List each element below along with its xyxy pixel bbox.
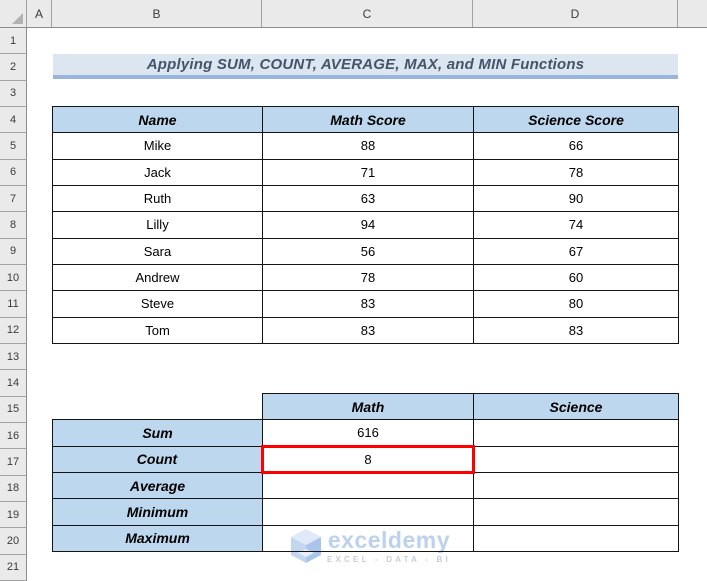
scores-cell[interactable]: 71 — [263, 159, 474, 185]
select-all-triangle-icon — [12, 13, 23, 24]
summary-header-science[interactable]: Science — [474, 394, 679, 420]
scores-cell[interactable]: 78 — [263, 264, 474, 290]
summary-row-minimum — [53, 499, 679, 525]
scores-row-lilly — [53, 212, 679, 238]
row-header-3[interactable]: 3 — [0, 81, 27, 107]
scores-cell[interactable]: 80 — [474, 291, 679, 317]
scores-cell[interactable]: 90 — [474, 185, 679, 211]
scores-cell[interactable]: 66 — [474, 133, 679, 159]
summary-header-math[interactable]: Math — [263, 394, 474, 420]
watermark-tagline-text: EXCEL - DATA - BI — [327, 555, 451, 564]
scores-cell[interactable]: 94 — [263, 212, 474, 238]
row-header-14[interactable]: 14 — [0, 370, 27, 396]
scores-cell[interactable]: Mike — [53, 133, 263, 159]
scores-cell[interactable]: 63 — [263, 185, 474, 211]
row-header-6[interactable]: 6 — [0, 160, 27, 186]
scores-cell[interactable]: 74 — [474, 212, 679, 238]
scores-header-row — [53, 107, 679, 133]
summary-cell-sum-science[interactable] — [474, 420, 679, 446]
row-header-10[interactable]: 10 — [0, 265, 27, 291]
scores-cell[interactable]: Jack — [53, 159, 263, 185]
scores-header-science[interactable]: Science Score — [474, 107, 679, 133]
scores-row-sara — [53, 238, 679, 264]
scores-cell[interactable]: 78 — [474, 159, 679, 185]
column-header-b[interactable]: B — [52, 0, 262, 27]
summary-cell-average-math[interactable] — [263, 472, 474, 498]
scores-cell[interactable]: Andrew — [53, 264, 263, 290]
scores-row-andrew — [53, 264, 679, 290]
summary-table — [52, 393, 679, 552]
row-header-21[interactable]: 21 — [0, 555, 27, 581]
column-header-e-partial[interactable] — [678, 0, 707, 27]
scores-cell[interactable]: 56 — [263, 238, 474, 264]
row-header-20[interactable]: 20 — [0, 528, 27, 554]
empty-cell-b15[interactable] — [53, 394, 263, 420]
column-header-c[interactable]: C — [262, 0, 473, 27]
scores-row-steve — [53, 291, 679, 317]
row-header-17[interactable]: 17 — [0, 449, 27, 475]
row-header-column — [0, 28, 27, 581]
row-header-8[interactable]: 8 — [0, 212, 27, 238]
summary-cell-minimum-math[interactable] — [263, 499, 474, 525]
summary-label-count[interactable]: Count — [53, 446, 263, 472]
row-header-2[interactable]: 2 — [0, 54, 27, 80]
summary-header-row — [53, 394, 679, 420]
row-header-12[interactable]: 12 — [0, 318, 27, 344]
column-header-d[interactable]: D — [473, 0, 678, 27]
scores-row-jack — [53, 159, 679, 185]
scores-row-tom — [53, 317, 679, 343]
scores-header-math[interactable]: Math Score — [263, 107, 474, 133]
summary-cell-count-math-selected[interactable]: 8 — [263, 446, 474, 472]
summary-label-maximum[interactable]: Maximum — [53, 525, 263, 551]
summary-cell-maximum-science[interactable] — [474, 525, 679, 551]
summary-label-average[interactable]: Average — [53, 472, 263, 498]
row-header-15[interactable]: 15 — [0, 397, 27, 423]
row-header-1[interactable]: 1 — [0, 28, 27, 54]
summary-cell-sum-math[interactable]: 616 — [263, 420, 474, 446]
row-header-11[interactable]: 11 — [0, 291, 27, 317]
summary-cell-average-science[interactable] — [474, 472, 679, 498]
select-all-corner[interactable] — [0, 0, 27, 27]
row-header-5[interactable]: 5 — [0, 133, 27, 159]
summary-cell-minimum-science[interactable] — [474, 499, 679, 525]
scores-cell[interactable]: 67 — [474, 238, 679, 264]
row-header-18[interactable]: 18 — [0, 476, 27, 502]
scores-cell[interactable]: Tom — [53, 317, 263, 343]
column-header-a[interactable]: A — [27, 0, 52, 27]
summary-cell-maximum-math[interactable] — [263, 525, 474, 551]
scores-row-mike — [53, 133, 679, 159]
scores-cell[interactable]: Steve — [53, 291, 263, 317]
summary-row-sum — [53, 420, 679, 446]
scores-cell[interactable]: 83 — [263, 291, 474, 317]
scores-row-ruth — [53, 185, 679, 211]
scores-cell[interactable]: Sara — [53, 238, 263, 264]
row-header-13[interactable]: 13 — [0, 344, 27, 370]
scores-table — [52, 106, 679, 344]
row-header-16[interactable]: 16 — [0, 423, 27, 449]
row-header-4[interactable]: 4 — [0, 107, 27, 133]
scores-cell[interactable]: Ruth — [53, 185, 263, 211]
summary-row-count — [53, 446, 679, 472]
summary-label-minimum[interactable]: Minimum — [53, 499, 263, 525]
row-header-9[interactable]: 9 — [0, 239, 27, 265]
worksheet-title-cell[interactable]: Applying SUM, COUNT, AVERAGE, MAX, and MIN Functions — [53, 54, 678, 79]
column-header-row — [0, 0, 707, 28]
scores-cell[interactable]: 60 — [474, 264, 679, 290]
scores-cell[interactable]: 83 — [474, 317, 679, 343]
watermark-brand-text: exceldemy — [327, 527, 451, 553]
row-header-19[interactable]: 19 — [0, 502, 27, 528]
summary-cell-count-science[interactable] — [474, 446, 679, 472]
summary-label-sum[interactable]: Sum — [53, 420, 263, 446]
scores-table-body — [53, 107, 679, 344]
row-header-7[interactable]: 7 — [0, 186, 27, 212]
scores-header-name[interactable]: Name — [53, 107, 263, 133]
summary-row-maximum — [53, 525, 679, 551]
summary-row-average — [53, 472, 679, 498]
scores-cell[interactable]: 88 — [263, 133, 474, 159]
scores-cell[interactable]: 83 — [263, 317, 474, 343]
scores-cell[interactable]: Lilly — [53, 212, 263, 238]
